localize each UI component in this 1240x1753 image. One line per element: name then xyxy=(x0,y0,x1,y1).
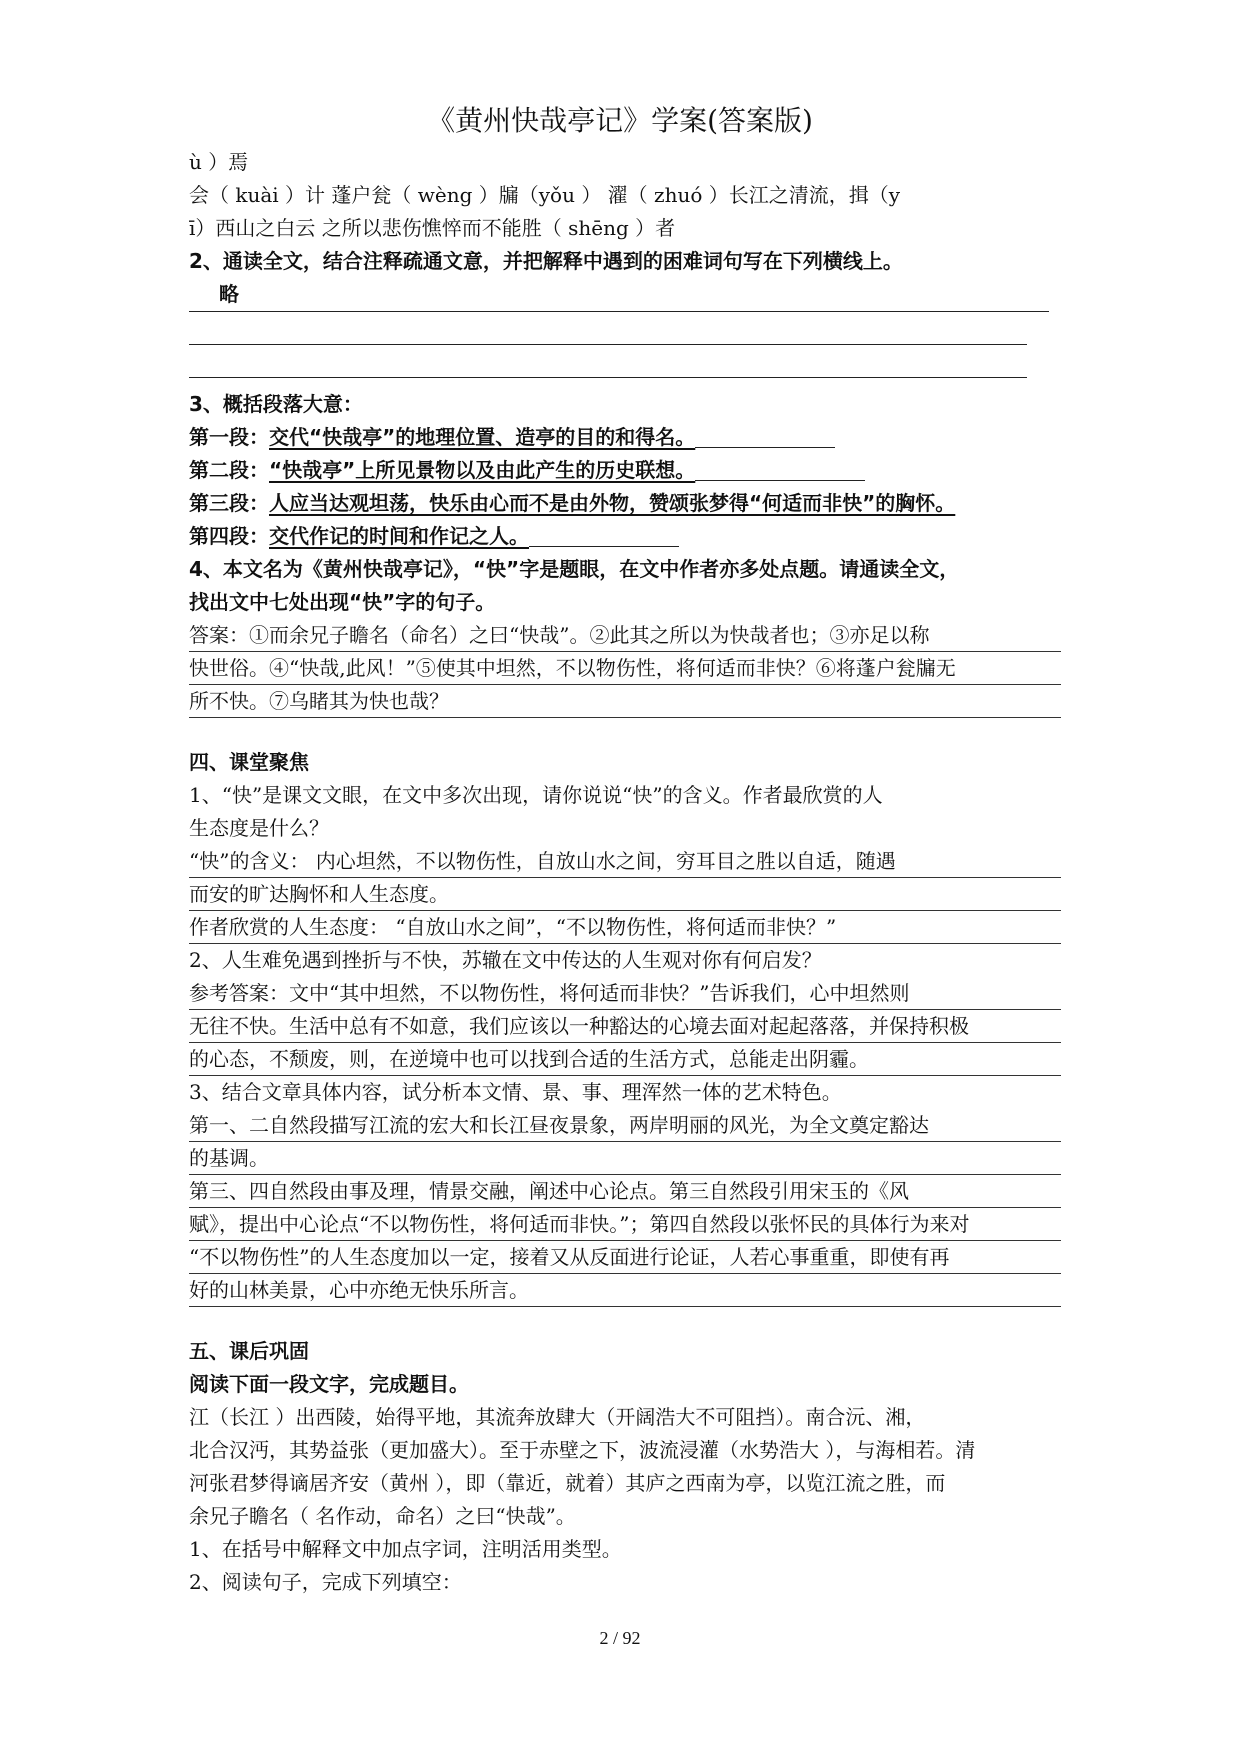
attitude-label: 作者欣赏的人生态度： xyxy=(189,915,389,939)
para-label: 第二段： xyxy=(189,458,269,482)
passage-line: 江（长江 ）出西陵，始得平地，其流奔放肆大（开阔浩大不可阻挡）。南合沅、湘， xyxy=(189,1405,926,1429)
answer-line: 而安的旷达胸怀和人生态度。 xyxy=(189,878,1061,911)
section-5-heading: 五、课后巩固 xyxy=(189,1339,309,1363)
meaning-label: “快”的含义： xyxy=(189,849,310,873)
blank-line xyxy=(189,345,1027,378)
para-summary-2 xyxy=(189,454,1061,487)
answer-line: 第一、二自然段描写江流的宏大和长江昼夜景象，两岸明丽的风光，为全文奠定豁达 xyxy=(189,1109,1061,1142)
q4-heading-line-2: 找出文中七处出现“快”字的句子。 xyxy=(189,590,496,614)
para-label: 第四段： xyxy=(189,524,269,548)
para-label: 第三段： xyxy=(189,491,269,515)
s4-q2-answer xyxy=(189,977,1061,1076)
s5-q2: 2、阅读句子，完成下列填空： xyxy=(189,1570,462,1594)
para-text: “快哉亭”上所见景物以及由此产生的历史联想。 xyxy=(269,458,696,482)
answer-line: 参考答案：文中“其中坦然，不以物伤性，将何适而非快？”告诉我们，心中坦然则 xyxy=(189,977,1061,1010)
s4-q3-answer-a xyxy=(189,1109,1061,1175)
para-text: 人应当达观坦荡，快乐由心而不是由外物，赞颂张梦得“何适而非快”的胸怀。 xyxy=(269,491,956,515)
attitude-text: “自放山水之间”，“不以物伤性，将何适而非快？” xyxy=(389,915,837,939)
s5-instruction: 阅读下面一段文字，完成题目。 xyxy=(189,1372,469,1396)
meaning-answer xyxy=(189,845,1061,944)
pinyin-line-2: 会（ kuài ）计 蓬户瓮（ wèng ）牖（yǒu ） 濯（ zhuó ）长江之清流，揖（y xyxy=(189,183,901,207)
para-summary-3 xyxy=(189,487,1061,520)
q3-heading: 3、概括段落大意： xyxy=(189,392,363,416)
s4-q2: 2、人生难免遇到挫折与不快，苏辙在文中传达的人生观对你有何启发？ xyxy=(189,948,822,972)
s4-q1-line-1: 1、“快”是课文文眼，在文中多次出现，请你说说“快”的含义。作者最欣赏的人 xyxy=(189,783,883,807)
passage-line: 余兄子瞻名（ 名作动，命名）之曰“快哉”。 xyxy=(189,1504,576,1528)
answer-line: 的心态，不颓废，则，在逆境中也可以找到合适的生活方式，总能走出阴霾。 xyxy=(189,1043,1061,1076)
answer-line: 第三、四自然段由事及理，情景交融，阐述中心论点。第三自然段引用宋玉的《风 xyxy=(189,1175,1061,1208)
page-title: 《黄州快哉亭记》学案(答案版) xyxy=(427,104,813,137)
page-content xyxy=(189,96,1061,1599)
pinyin-line-1: ù ）焉 xyxy=(189,150,249,174)
s4-q3: 3、结合文章具体内容，试分析本文情、景、事、理浑然一体的艺术特色。 xyxy=(189,1080,842,1104)
section-4-heading: 四、课堂聚焦 xyxy=(189,750,309,774)
answer-line: 答案：①而余兄子瞻名（命名）之曰“快哉”。②此其之所以为快哉者也；③亦足以称 xyxy=(189,619,1061,652)
meaning-text: 内心坦然，不以物伤性，自放山水之间，穷耳目之胜以自适，随遇 xyxy=(309,849,896,873)
answer-line: 赋》，提出中心论点“不以物伤性，将何适而非快。”；第四自然段以张怀民的具体行为来对 xyxy=(189,1208,1061,1241)
q4-answer xyxy=(189,619,1061,718)
answer-line: 好的山林美景，心中亦绝无快乐所言。 xyxy=(189,1274,1061,1307)
q2-heading: 2、通读全文，结合注释疏通文意，并把解释中遇到的困难词句写在下列横线上。 xyxy=(189,249,903,273)
q2-answer: 略 xyxy=(219,282,239,306)
answer-line: 快世俗。④“快哉,此风！”⑤使其中坦然，不以物伤性，将何适而非快？⑥将蓬户瓮牖无 xyxy=(189,652,1061,685)
answer-line: “不以物伤性”的人生态度加以一定，接着又从反面进行论证，人若心事重重，即使有再 xyxy=(189,1241,1061,1274)
para-summary-4 xyxy=(189,520,1061,553)
passage-line: 北合汉沔，其势益张（更加盛大）。至于赤壁之下，波流浸灌（水势浩大 ），与海相若。清 xyxy=(189,1438,976,1462)
blank-line xyxy=(189,312,1027,345)
answer-line: 的基调。 xyxy=(189,1142,1061,1175)
s5-q1: 1、在括号中解释文中加点字词，注明活用类型。 xyxy=(189,1537,622,1561)
answer-line xyxy=(189,911,1061,944)
q2-answer-line xyxy=(189,278,1049,312)
para-text: 交代作记的时间和作记之人。 xyxy=(269,524,529,548)
s4-q3-answer-b xyxy=(189,1175,1061,1307)
answer-line: 所不快。⑦乌睹其为快也哉？ xyxy=(189,685,1061,718)
q4-heading-line-1: 4、本文名为《黄州快哉亭记》，“快”字是题眼，在文中作者亦多处点题。请通读全文， xyxy=(189,557,960,581)
answer-line: 无往不快。生活中总有不如意，我们应该以一种豁达的心境去面对起起落落，并保持积极 xyxy=(189,1010,1061,1043)
answer-line xyxy=(189,845,1061,878)
s4-q1-line-2: 生态度是什么？ xyxy=(189,816,329,840)
para-label: 第一段： xyxy=(189,425,269,449)
page-number: 2 / 92 xyxy=(599,1628,641,1648)
passage-line: 河张君梦得谪居齐安（黄州 ），即（靠近，就着）其庐之西南为亭，以览江流之胜，而 xyxy=(189,1471,946,1495)
pinyin-line-3: ī）西山之白云 之所以悲伤憔悴而不能胜（ shēng ）者 xyxy=(189,216,676,240)
para-text: 交代“快哉亭”的地理位置、造亭的目的和得名。 xyxy=(269,425,696,449)
para-summary-1 xyxy=(189,421,1061,454)
